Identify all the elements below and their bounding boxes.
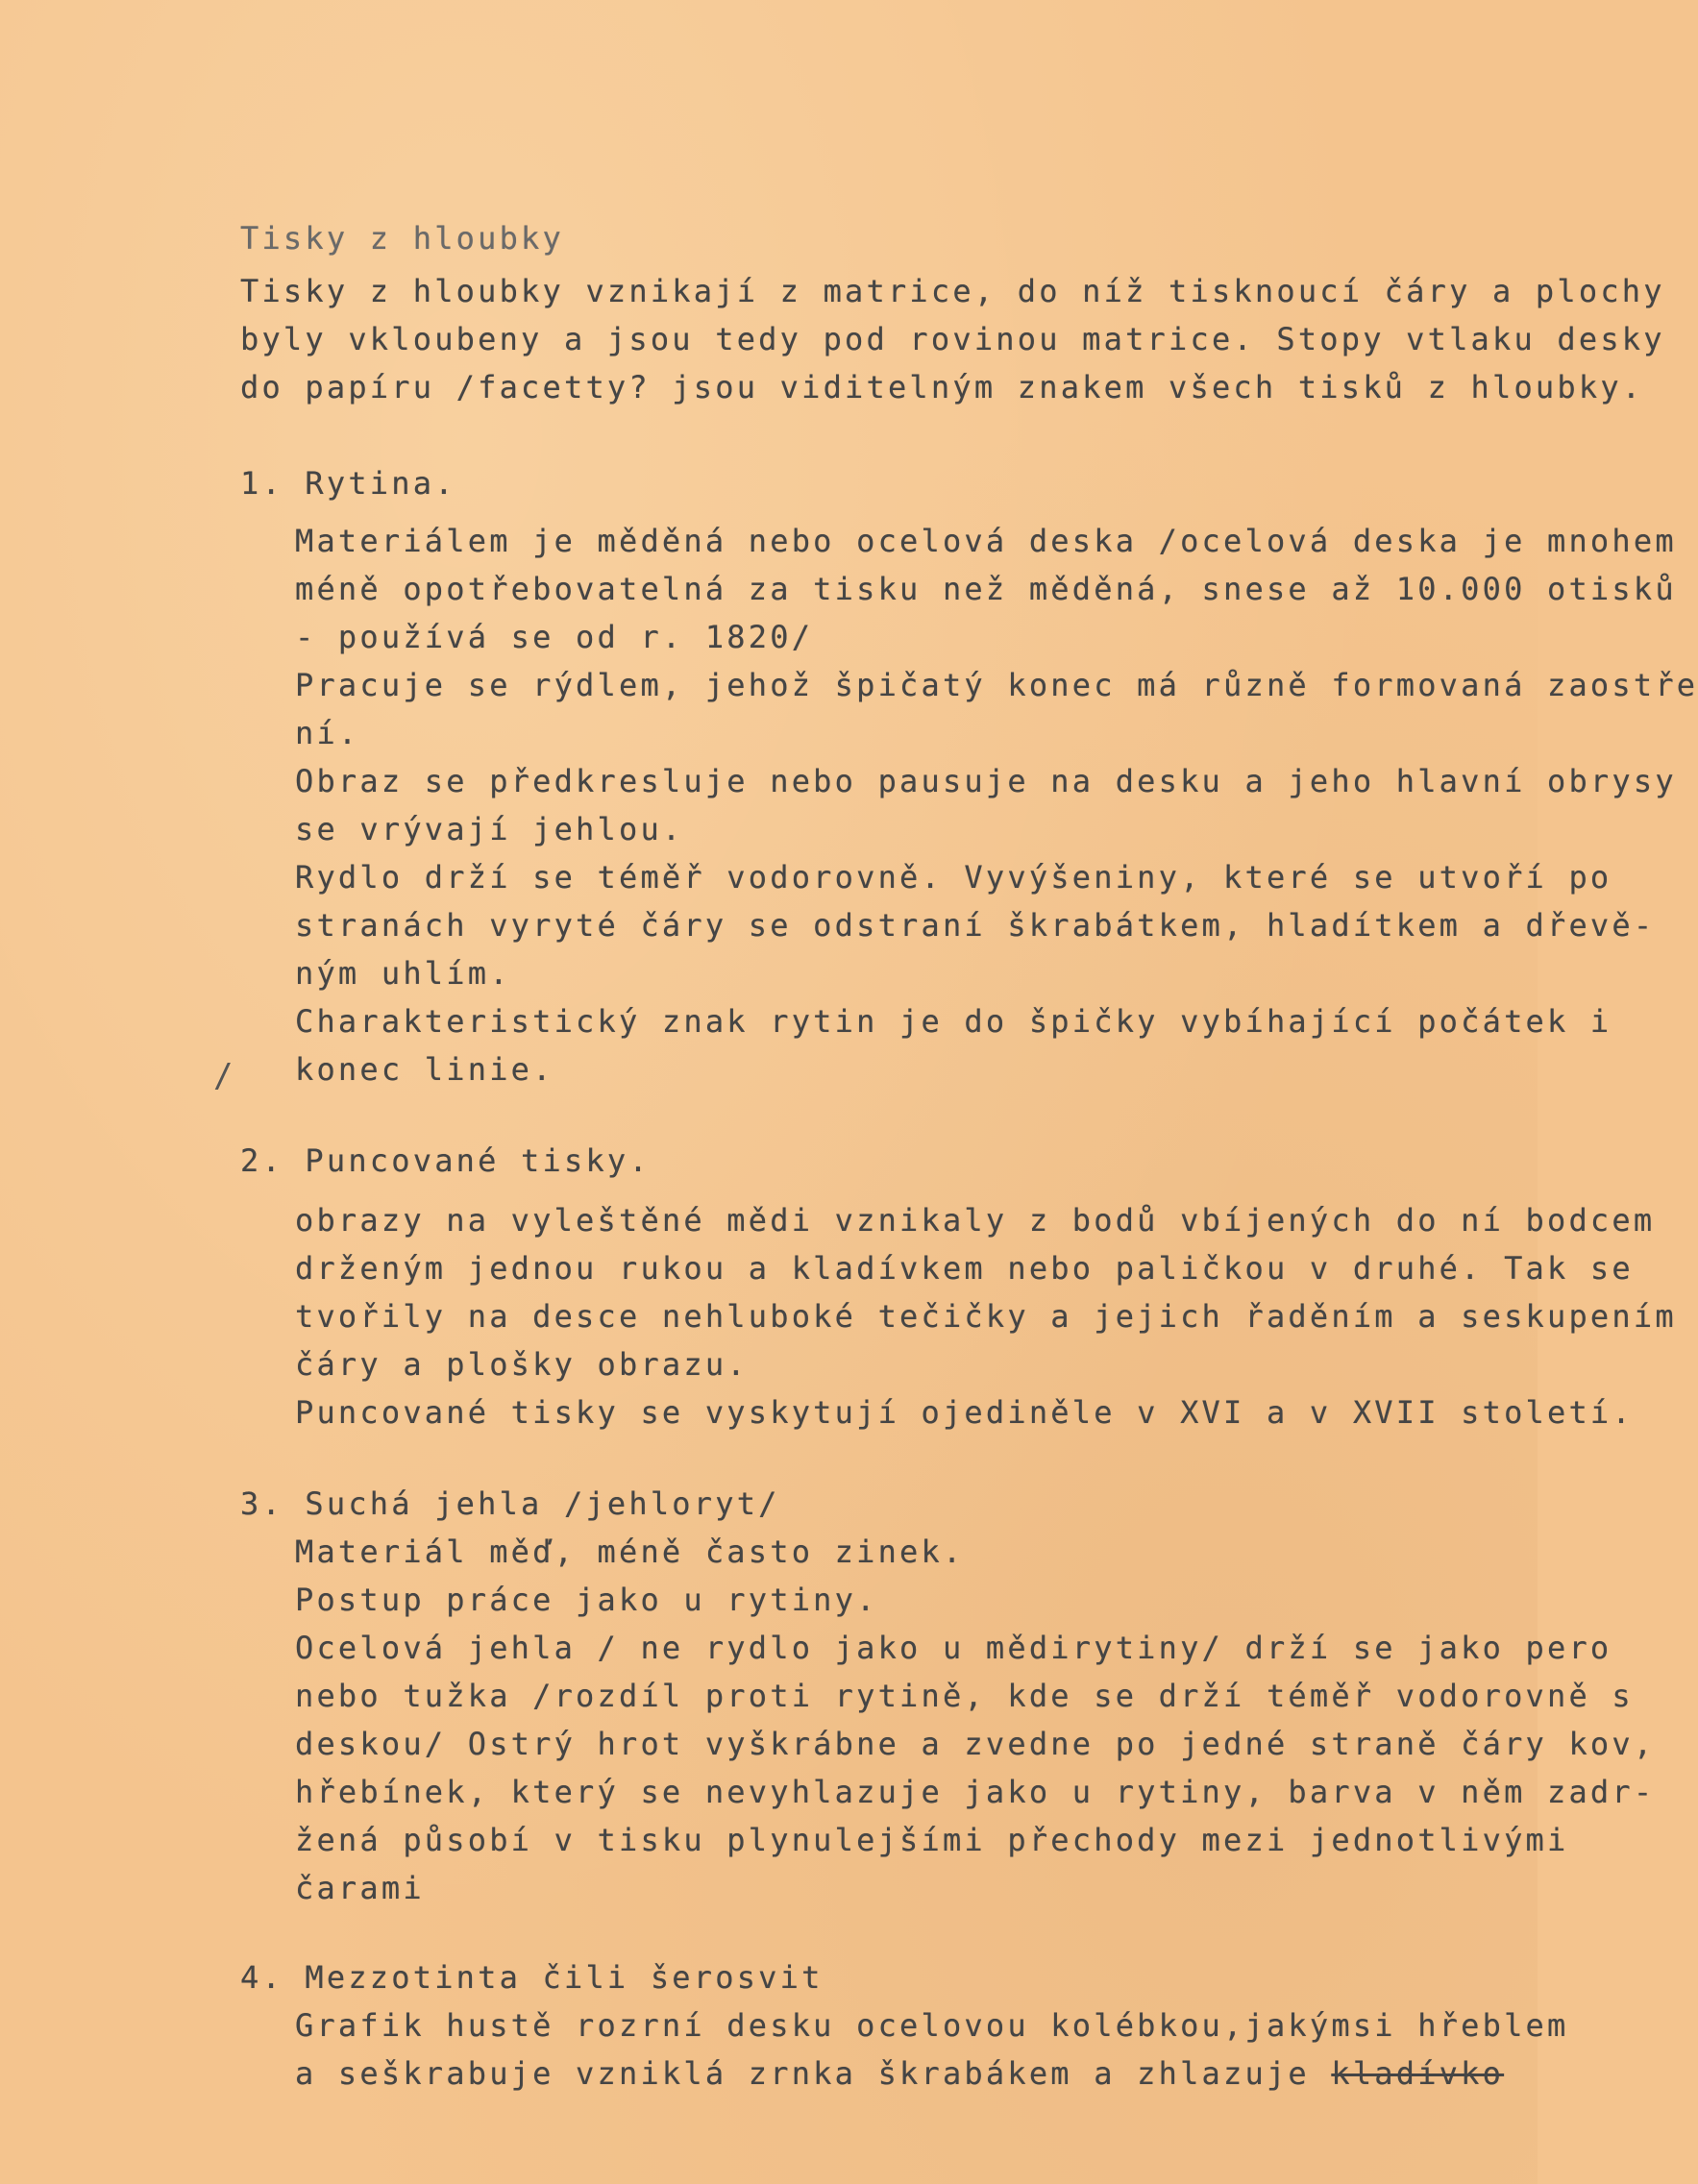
section-title-sucha-jehla: 3. Suchá jehla /jehloryt/ <box>240 1485 780 1522</box>
section-text-line: obrazy na vyleštěné mědi vznikaly z bodů vbíjených do ní bodcem <box>295 1202 1656 1239</box>
section-text-line: tvořily na desce nehluboké tečičky a jejich řaděním a seskupením <box>295 1298 1677 1335</box>
section-text-line: se vrývají jehlou. <box>295 811 684 847</box>
section-title-mezzotinta: 4. Mezzotinta čili šerosvit <box>240 1959 824 1996</box>
section-text-line: ní. <box>295 715 360 751</box>
struck-word: kladívko <box>1331 2055 1505 2092</box>
intro-line: do papíru /facetty? jsou viditelným znakem všech tisků z hloubky. <box>240 369 1644 405</box>
section-text-line: Materiálem je měděná nebo ocelová deska /ocelová deska je mnohem <box>295 523 1677 559</box>
section-text-line: Materiál měď, méně často zinek. <box>295 1534 965 1570</box>
section-text-line: Obraz se předkresluje nebo pausuje na desku a jeho hlavní obrysy <box>295 763 1677 799</box>
section-title-rytina: 1. Rytina. <box>240 465 456 502</box>
section-text-line: žená působí v tisku plynulejšími přechody mezi jednotlivými <box>295 1822 1569 1858</box>
section-text-line: Puncované tisky se vyskytují ojediněle v XVI a v XVII století. <box>295 1394 1634 1431</box>
section-title-puncovane: 2. Puncované tisky. <box>240 1142 651 1179</box>
section-text-line: Postup práce jako u rytiny. <box>295 1582 878 1618</box>
section-text-line: Rydlo drží se téměř vodorovně. Vyvýšeniny, které se utvoří po <box>295 859 1612 896</box>
page-heading: Tisky z hloubky <box>240 220 564 257</box>
section-text-line: ným uhlím. <box>295 955 511 992</box>
section-text-line: méně opotřebovatelná za tisku než měděná, snese až 10.000 otisků <box>295 571 1677 607</box>
section-text-line: - používá se od r. 1820/ <box>295 619 814 655</box>
section-text-line: Ocelová jehla / ne rydlo jako u mědirytiny/ drží se jako pero <box>295 1630 1612 1666</box>
section-text-line: čáry a plošky obrazu. <box>295 1346 749 1383</box>
section-text-line <box>295 2054 1504 2093</box>
section-text-line: drženým jednou rukou a kladívkem nebo paličkou v druhé. Tak se <box>295 1250 1634 1287</box>
section-text-fragment: a seškrabuje vzniklá zrnka škrabákem a zhlazuje <box>295 2055 1310 2092</box>
section-text-line: čarami <box>295 1870 425 1906</box>
section-text-line: hřebínek, který se nevyhlazuje jako u rytiny, barva v něm zadr- <box>295 1774 1656 1810</box>
intro-line: byly vkloubeny a jsou tedy pod rovinou matrice. Stopy vtlaku desky <box>240 321 1665 357</box>
section-text-line: Charakteristický znak rytin je do špičky vybíhající počátek i <box>295 1003 1612 1040</box>
section-text-line: konec linie. <box>295 1051 554 1088</box>
section-text-line: deskou/ Ostrý hrot vyškrábne a zvedne po jedné straně čáry kov, <box>295 1726 1656 1762</box>
section-text-line: nebo tužka /rozdíl proti rytině, kde se drží téměř vodorovně s <box>295 1678 1634 1714</box>
section-text-line: Pracuje se rýdlem, jehož špičatý konec má různě formovaná zaostře <box>295 667 1698 703</box>
intro-line: Tisky z hloubky vznikají z matrice, do níž tisknoucí čáry a plochy <box>240 273 1665 309</box>
margin-mark: / <box>213 1057 234 1095</box>
section-text-line: Grafik hustě rozrní desku ocelovou kolébkou,jakýmsi hřeblem <box>295 2007 1569 2044</box>
section-text-line: stranách vyryté čáry se odstraní škrabátkem, hladítkem a dřevě- <box>295 907 1656 944</box>
